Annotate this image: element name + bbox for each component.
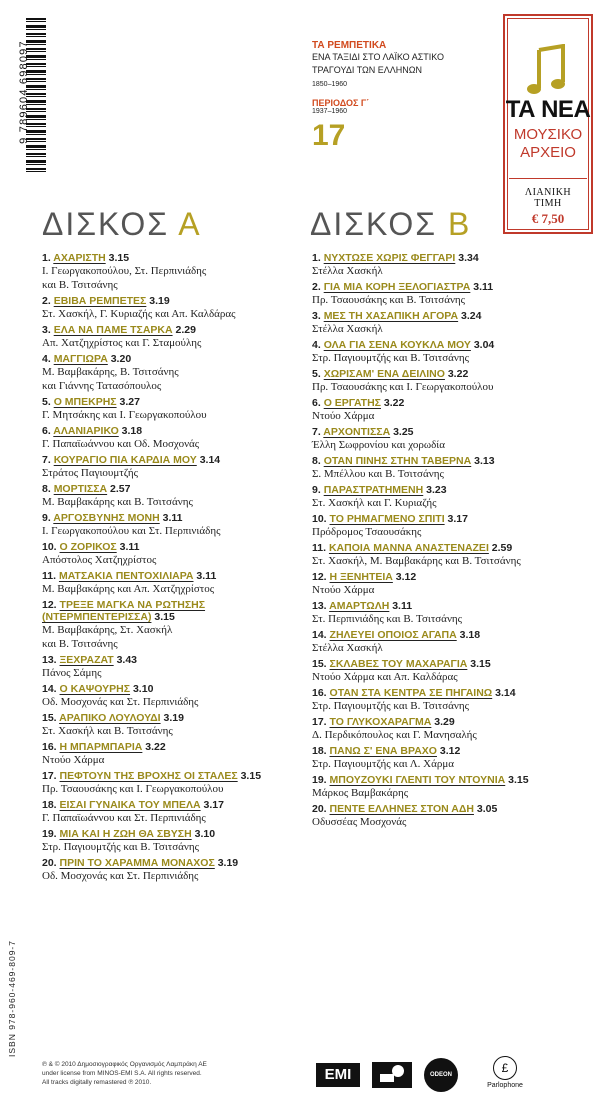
track-title: ΚΑΠΟΙΑ ΜΑΝΝΑ ΑΝΑΣΤΕΝΑΖΕΙ <box>328 542 489 554</box>
track-artist: Στ. Χασκήλ και Γ. Κυριαζής <box>312 497 437 509</box>
track-item <box>42 396 302 422</box>
track-title: ΤΟ ΓΛΥΚΟΧΑΡΑΓΜΑ <box>329 716 432 728</box>
track-line <box>312 513 597 525</box>
track-line <box>42 857 302 869</box>
track-duration: 3.17 <box>203 799 224 811</box>
track-number: 6. <box>42 425 51 437</box>
track-line <box>312 397 597 409</box>
series-subtitle-1: ΕΝΑ ΤΑΞΙΔΙ ΣΤΟ ΛΑΪΚΟ ΑΣΤΙΚΟ <box>312 52 444 62</box>
barcode <box>4 18 44 173</box>
track-title: ΠΑΡΑΣΤΡΑΤΗΜΕΝΗ <box>323 484 424 496</box>
track-number: 5. <box>42 396 51 408</box>
track-number: 8. <box>42 483 51 495</box>
track-artist: Μ. Βαμβακάρης, Στ. Χασκήλ <box>42 624 173 636</box>
track-duration: 3.10 <box>132 683 154 695</box>
track-number: 16. <box>42 741 57 753</box>
track-title-cont: (ΝΤΕΡΜΠΕΝΤΕΡΙΣΣΑ) <box>42 611 152 623</box>
track-title: ΠΡΙΝ ΤΟ ΧΑΡΑΜΜΑ ΜΟΝΑΧΟΣ <box>59 857 215 869</box>
track-artist: Σ. Μπέλλου και Β. Τσιτσάνης <box>312 468 444 480</box>
track-duration: 3.11 <box>119 541 140 553</box>
brand-line3: ΑΡΧΕΙΟ <box>520 144 576 161</box>
track-title: ΟΤΑΝ ΣΤΑ ΚΕΝΤΡΑ ΣΕ ΠΗΓΑΙΝΩ <box>329 687 493 699</box>
track-duration: 3.10 <box>194 828 216 840</box>
track-line <box>312 629 597 641</box>
disc-a-letter: Α <box>178 206 202 242</box>
track-line <box>42 483 302 495</box>
track-title: ΑΡΑΠΙΚΟ ΛΟΥΛΟΥΔΙ <box>59 712 161 724</box>
track-duration: 3.20 <box>110 353 132 365</box>
copyright-line-1: ℗ & © 2010 Δημοσιογραφικός Οργανισμός Λαμπράκη ΑΕ <box>42 1061 207 1068</box>
parlophone-mark-icon: £ <box>493 1056 517 1080</box>
track-item <box>312 397 597 423</box>
track-item <box>42 541 302 567</box>
track-artist-cont: και Γιάννης Τατασόπουλος <box>42 380 162 392</box>
track-title: ΑΡΧΟΝΤΙΣΣΑ <box>323 426 391 438</box>
track-duration: 3.05 <box>476 803 498 815</box>
track-line <box>42 611 302 623</box>
track-artist: Στ. Χασκήλ, Γ. Κυριαζής και Απ. Καλδάρας <box>42 308 236 320</box>
track-artist: Μ. Βαμβακάρης, Β. Τσιτσάνης <box>42 366 179 378</box>
track-number: 7. <box>42 454 51 466</box>
emi-logo: EMI <box>316 1063 360 1087</box>
gramophone-dog-icon <box>372 1062 412 1088</box>
volume-number: 17 <box>312 119 346 152</box>
track-title: ΣΚΛΑΒΕΣ ΤΟΥ ΜΑΧΑΡΑΓΙΑ <box>329 658 468 670</box>
track-number: 18. <box>42 799 57 811</box>
track-title: ΕΙΣΑΙ ΓΥΝΑΙΚΑ ΤΟΥ ΜΠΕΛΑ <box>59 799 201 811</box>
track-number: 20. <box>312 803 327 815</box>
track-artist-cont: και Β. Τσιτσάνης <box>42 279 118 291</box>
track-artist: Έλλη Σωφρονίου και χορωδία <box>312 439 446 451</box>
track-item <box>312 484 597 510</box>
disc-b-word: ΔΙΣΚΟΣ <box>310 206 438 242</box>
track-item <box>42 741 302 767</box>
track-line <box>42 770 302 782</box>
track-item <box>312 252 597 278</box>
track-number: 17. <box>312 716 327 728</box>
track-artist: Οδ. Μοσχονάς και Στ. Περπινιάδης <box>42 870 199 882</box>
track-item <box>42 654 302 680</box>
track-artist: Γ. Παπαϊωάννου και Οδ. Μοσχονάς <box>42 438 200 450</box>
track-item <box>312 687 597 713</box>
track-title: ΜΕΣ ΤΗ ΧΑΣΑΠΙΚΗ ΑΓΟΡΑ <box>323 310 459 322</box>
price: € 7,50 <box>531 211 565 226</box>
track-number: 17. <box>42 770 57 782</box>
track-title: ΜΑΤΣΑΚΙΑ ΠΕΝΤΟΧΙΛΙΑΡΑ <box>58 570 194 582</box>
track-item <box>312 455 597 481</box>
track-item <box>42 857 302 883</box>
track-artist: Μ. Βαμβακάρης και Απ. Χατζηχρίστος <box>42 583 215 595</box>
track-line <box>312 455 597 467</box>
track-title: ΟΛΑ ΓΙΑ ΣΕΝΑ ΚΟΥΚΛΑ ΜΟΥ <box>323 339 471 351</box>
track-duration: 3.24 <box>461 310 482 322</box>
disc-a-tracklist <box>42 252 302 886</box>
track-duration: 3.15 <box>470 658 491 670</box>
track-duration: 2.29 <box>175 324 196 336</box>
track-number: 2. <box>42 295 51 307</box>
track-item <box>312 658 597 684</box>
price-label-2: ΤΙΜΗ <box>534 198 562 209</box>
track-duration: 3.19 <box>163 712 184 724</box>
track-item <box>312 310 597 336</box>
track-line <box>42 425 302 437</box>
track-number: 14. <box>42 683 57 695</box>
track-item <box>42 252 302 292</box>
series-period: ΠΕΡΙΟΔΟΣ Γ΄ <box>312 98 370 108</box>
track-title: Ο ΕΡΓΑΤΗΣ <box>323 397 381 409</box>
track-line <box>312 368 597 380</box>
track-number: 10. <box>312 513 327 525</box>
track-number: 4. <box>42 353 51 365</box>
track-title: Ο ΚΑΨΟΥΡΗΣ <box>59 683 131 695</box>
series-subtitle-2: ΤΡΑΓΟΥΔΙ ΤΩΝ ΕΛΛΗΝΩΝ <box>312 65 423 75</box>
track-line <box>42 324 302 336</box>
track-item <box>42 483 302 509</box>
price-box <box>509 178 587 225</box>
track-number: 11. <box>312 542 327 554</box>
track-line <box>42 396 302 408</box>
track-number: 12. <box>312 571 327 583</box>
track-item <box>312 774 597 800</box>
track-line <box>312 542 597 554</box>
track-line <box>312 600 597 612</box>
track-item <box>42 512 302 538</box>
track-item <box>42 454 302 480</box>
track-artist: Στρ. Παγιουμτζής και Β. Τσιτσάνης <box>312 352 469 364</box>
track-duration: 3.15 <box>240 770 262 782</box>
track-title: ΑΜΑΡΤΩΛΗ <box>329 600 390 612</box>
track-title: Η ΞΕΝΗΤΕΙΑ <box>329 571 393 583</box>
track-duration: 3.22 <box>447 368 469 380</box>
track-number: 4. <box>312 339 321 351</box>
track-artist: Μ. Βαμβακάρης και Β. Τσιτσάνης <box>42 496 193 508</box>
track-line <box>42 570 302 582</box>
track-artist: Στρ. Παγιουμτζής και Β. Τσιτσάνης <box>42 841 199 853</box>
track-number: 20. <box>42 857 57 869</box>
track-duration: 3.23 <box>426 484 447 496</box>
copyright-notice <box>42 1060 302 1087</box>
track-duration: 3.14 <box>199 454 221 466</box>
track-artist: Ι. Γεωργακοπούλου και Στ. Περπινιάδης <box>42 525 221 537</box>
track-line <box>312 774 597 786</box>
track-title: ΠΕΝΤΕ ΕΛΛΗΝΕΣ ΣΤΟΝ ΑΔΗ <box>329 803 474 815</box>
track-item <box>312 281 597 307</box>
track-item <box>42 295 302 321</box>
track-line <box>312 571 597 583</box>
odeon-logo: ODEON <box>424 1058 458 1092</box>
track-item <box>312 745 597 771</box>
his-masters-voice-logo <box>372 1062 412 1088</box>
track-line <box>42 512 302 524</box>
music-note-icon <box>527 44 567 98</box>
track-title: ΧΩΡΙΣΑΜ' ΕΝΑ ΔΕΙΛΙΝΟ <box>323 368 445 380</box>
track-artist: Δ. Περδικόπουλος και Γ. Μανησαλής <box>312 729 477 741</box>
track-duration: 3.22 <box>145 741 166 753</box>
track-title: ΜΟΡΤΙΣΣΑ <box>53 483 108 495</box>
track-artist: Πάνος Σάμης <box>42 667 102 679</box>
track-duration: 3.18 <box>121 425 143 437</box>
track-item <box>312 542 597 568</box>
track-title: ΜΙΑ ΚΑΙ Η ΖΩΗ ΘΑ ΣΒΥΣΗ <box>59 828 192 840</box>
track-number: 8. <box>312 455 321 467</box>
track-item <box>42 799 302 825</box>
track-artist: Ντούο Χάρμα <box>312 584 375 596</box>
track-line <box>312 426 597 438</box>
track-item <box>312 513 597 539</box>
track-artist: Οδ. Μοσχονάς και Στ. Περπινιάδης <box>42 696 199 708</box>
track-artist: Στ. Χασκήλ και Β. Τσιτσάνης <box>42 725 173 737</box>
track-duration: 3.43 <box>116 654 138 666</box>
series-years: 1850–1960 <box>312 81 348 88</box>
track-line <box>42 654 302 666</box>
track-title: ΝΥΧΤΩΣΕ ΧΩΡΙΣ ΦΕΓΓΑΡΙ <box>323 252 456 264</box>
track-number: 1. <box>312 252 321 264</box>
track-duration: 3.34 <box>458 252 479 264</box>
track-line <box>42 252 302 264</box>
track-line <box>312 803 597 815</box>
track-duration: 3.11 <box>473 281 494 293</box>
track-title: ΕΒΙΒΑ ΡΕΜΠΕΤΕΣ <box>53 295 147 307</box>
disc-b-tracklist <box>312 252 597 832</box>
track-title: ΟΤΑΝ ΠΙΝΗΣ ΣΤΗΝ ΤΑΒΕΡΝΑ <box>323 455 472 467</box>
track-number: 9. <box>42 512 51 524</box>
track-duration: 3.11 <box>196 570 217 582</box>
track-duration: 3.15 <box>108 252 130 264</box>
track-number: 15. <box>42 712 57 724</box>
track-item <box>312 716 597 742</box>
track-line <box>42 454 302 466</box>
track-item <box>312 426 597 452</box>
track-number: 6. <box>312 397 321 409</box>
track-artist: Στράτος Παγιουμτζής <box>42 467 138 479</box>
track-number: 9. <box>312 484 321 496</box>
brand-line2: ΜΟΥΣΙΚΟ <box>513 126 583 143</box>
track-item <box>312 368 597 394</box>
track-line <box>312 281 597 293</box>
track-duration: 3.25 <box>393 426 414 438</box>
track-number: 15. <box>312 658 327 670</box>
track-number: 11. <box>42 570 57 582</box>
track-artist: Στ. Περπινιάδης και Β. Τσιτσάνης <box>312 613 463 625</box>
track-title: ΠΑΝΩ Σ' ΕΝΑ ΒΡΑΧΟ <box>329 745 437 757</box>
track-artist: Πρ. Τσαουσάκης και Ι. Γεωργακοπούλου <box>312 381 494 393</box>
disc-a-title <box>42 206 202 243</box>
track-duration: 3.27 <box>119 396 140 408</box>
track-artist: Ι. Γεωργακοπούλου, Στ. Περπινιάδης <box>42 265 207 277</box>
track-title: ΤΡΕΞΕ ΜΑΓΚΑ ΝΑ ΡΩΤΗΣΗΣ <box>59 599 206 611</box>
track-item <box>42 324 302 350</box>
track-artist: Πρόδρομος Τσαουσάκης <box>312 526 422 538</box>
parlophone-name: Parlophone <box>487 1082 523 1089</box>
track-duration: 3.19 <box>217 857 239 869</box>
series-info <box>312 40 497 153</box>
track-artist: Στρ. Παγιουμτζής και Λ. Χάρμα <box>312 758 455 770</box>
track-number: 12. <box>42 599 57 611</box>
track-line <box>312 687 597 699</box>
track-line <box>312 252 597 264</box>
track-artist: Πρ. Τσαουσάκης και Ι. Γεωργακοπούλου <box>42 783 224 795</box>
track-number: 19. <box>42 828 57 840</box>
track-item <box>312 629 597 655</box>
track-number: 3. <box>312 310 321 322</box>
track-artist-cont: και Β. Τσιτσάνης <box>42 638 118 650</box>
track-item <box>42 570 302 596</box>
track-item <box>42 770 302 796</box>
track-number: 3. <box>42 324 51 336</box>
track-artist: Ντούο Χάρμα <box>312 410 375 422</box>
track-title: ΑΧΑΡΙΣΤΗ <box>53 252 106 264</box>
track-item <box>42 599 302 651</box>
track-duration: 3.13 <box>474 455 495 467</box>
track-item <box>312 339 597 365</box>
track-line <box>42 353 302 365</box>
track-title: Η ΜΠΑΡΜΠΑΡΙΑ <box>59 741 143 753</box>
disc-b-letter: Β <box>447 206 472 242</box>
track-line <box>42 541 302 553</box>
track-line <box>42 712 302 724</box>
track-line <box>42 295 302 307</box>
series-title: ΤΑ ΡΕΜΠΕΤΙΚΑ <box>312 40 387 51</box>
track-duration: 3.14 <box>495 687 516 699</box>
track-title: ΤΟ ΡΗΜΑΓΜΕΝΟ ΣΠΙΤΙ <box>329 513 445 525</box>
track-item <box>42 425 302 451</box>
track-number: 5. <box>312 368 321 380</box>
disc-a-word: ΔΙΣΚΟΣ <box>42 206 170 242</box>
track-line <box>42 828 302 840</box>
track-number: 13. <box>312 600 327 612</box>
track-item <box>42 712 302 738</box>
track-duration: 3.11 <box>162 512 183 524</box>
track-title: Ο ΖΟΡΙΚΟΣ <box>59 541 117 553</box>
track-line <box>42 599 302 611</box>
track-duration: 3.18 <box>459 629 481 641</box>
copyright-line-2: under license from MINOS-EMI S.A. All rights reserved. <box>42 1070 202 1077</box>
track-item <box>42 353 302 393</box>
track-item <box>312 571 597 597</box>
isbn <box>2 940 22 1060</box>
track-number: 7. <box>312 426 321 438</box>
brand-name: ΤΑ ΝΕΑ <box>505 96 591 123</box>
track-artist: Στ. Χασκήλ, Μ. Βαμβακάρης και Β. Τσιτσάνης <box>312 555 521 567</box>
track-line <box>312 339 597 351</box>
track-line <box>312 745 597 757</box>
track-title: ΚΟΥΡΑΓΙΟ ΠΙΑ ΚΑΡΔΙΑ ΜΟΥ <box>53 454 197 466</box>
disc-b-title <box>310 206 471 243</box>
track-duration: 3.11 <box>392 600 413 612</box>
track-title: ΠΕΦΤΟΥΝ ΤΗΣ ΒΡΟΧΗΣ ΟΙ ΣΤΑΛΕΣ <box>59 770 238 782</box>
track-line <box>312 484 597 496</box>
track-line <box>312 310 597 322</box>
track-number: 14. <box>312 629 327 641</box>
track-artist: Στέλλα Χασκήλ <box>312 265 383 277</box>
track-duration: 3.15 <box>154 611 175 623</box>
track-artist: Στέλλα Χασκήλ <box>312 642 383 654</box>
track-artist: Στρ. Παγιουμτζής και Β. Τσιτσάνης <box>312 700 469 712</box>
track-duration: 2.59 <box>491 542 513 554</box>
barcode-number: 9 789604 698097 <box>18 40 30 144</box>
track-line <box>312 658 597 670</box>
copyright-line-3: All tracks digitally remastered ℗ 2010. <box>42 1079 152 1086</box>
track-artist: Ντούο Χάρμα και Απ. Καλδάρας <box>312 671 458 683</box>
track-line <box>42 683 302 695</box>
track-artist: Στέλλα Χασκήλ <box>312 323 383 335</box>
track-item <box>312 803 597 829</box>
track-artist: Γ. Μητσάκης και Ι. Γεωργακοπούλου <box>42 409 207 421</box>
track-title: ΑΛΑΝΙΑΡΙΚΟ <box>53 425 119 437</box>
track-duration: 3.17 <box>447 513 468 525</box>
track-title: ΜΠΟΥΖΟΥΚΙ ΓΛΕΝΤΙ ΤΟΥ ΝΤΟΥΝΙΑ <box>329 774 506 786</box>
track-number: 1. <box>42 252 51 264</box>
track-artist: Απ. Χατζηχρίστος και Γ. Σταμούλης <box>42 337 202 349</box>
track-number: 18. <box>312 745 327 757</box>
track-artist: Οδυσσέας Μοσχονάς <box>312 816 407 828</box>
track-artist: Απόστολος Χατζηχρίστος <box>42 554 157 566</box>
track-duration: 2.57 <box>110 483 131 495</box>
track-number: 10. <box>42 541 57 553</box>
track-duration: 3.29 <box>434 716 455 728</box>
track-line <box>42 741 302 753</box>
track-number: 16. <box>312 687 327 699</box>
track-duration: 3.12 <box>395 571 417 583</box>
parlophone-logo <box>480 1056 530 1096</box>
track-title: ΓΙΑ ΜΙΑ ΚΟΡΗ ΞΕΛΟΓΙΑΣΤΡΑ <box>323 281 471 293</box>
track-item <box>42 828 302 854</box>
track-number: 19. <box>312 774 327 786</box>
track-artist: Γ. Παπαϊωάννου και Στ. Περπινιάδης <box>42 812 206 824</box>
track-title: ΜΑΓΓΙΩΡΑ <box>53 353 108 365</box>
price-label-1: ΛΙΑΝΙΚΗ <box>524 187 572 198</box>
track-title: ΕΛΑ ΝΑ ΠΑΜΕ ΤΣΑΡΚΑ <box>53 324 173 336</box>
track-artist: Ντούο Χάρμα <box>42 754 105 766</box>
track-duration: 3.22 <box>383 397 405 409</box>
track-title: Ο ΜΠΕΚΡΗΣ <box>53 396 117 408</box>
brand-box <box>503 14 593 234</box>
track-title: ΑΡΓΟΣΒΥΝΗΣ ΜΟΝΗ <box>53 512 160 524</box>
track-line <box>42 799 302 811</box>
track-title: ΖΗΛΕΥΕΙ ΟΠΟΙΟΣ ΑΓΑΠΑ <box>329 629 457 641</box>
track-duration: 3.04 <box>473 339 495 351</box>
track-duration: 3.19 <box>149 295 170 307</box>
track-item <box>42 683 302 709</box>
track-title: ΞΕΧΡΑΖΑΤ <box>59 654 114 666</box>
track-duration: 3.12 <box>439 745 461 757</box>
track-artist: Μάρκος Βαμβακάρης <box>312 787 409 799</box>
track-line <box>312 716 597 728</box>
track-item <box>312 600 597 626</box>
track-number: 13. <box>42 654 57 666</box>
series-period-years: 1937–1960 <box>312 108 348 115</box>
isbn-text: ISBN 978-960-469-809-7 <box>7 940 17 1057</box>
track-number: 2. <box>312 281 321 293</box>
track-duration: 3.15 <box>508 774 529 786</box>
track-artist: Πρ. Τσαουσάκης και Β. Τσιτσάνης <box>312 294 466 306</box>
